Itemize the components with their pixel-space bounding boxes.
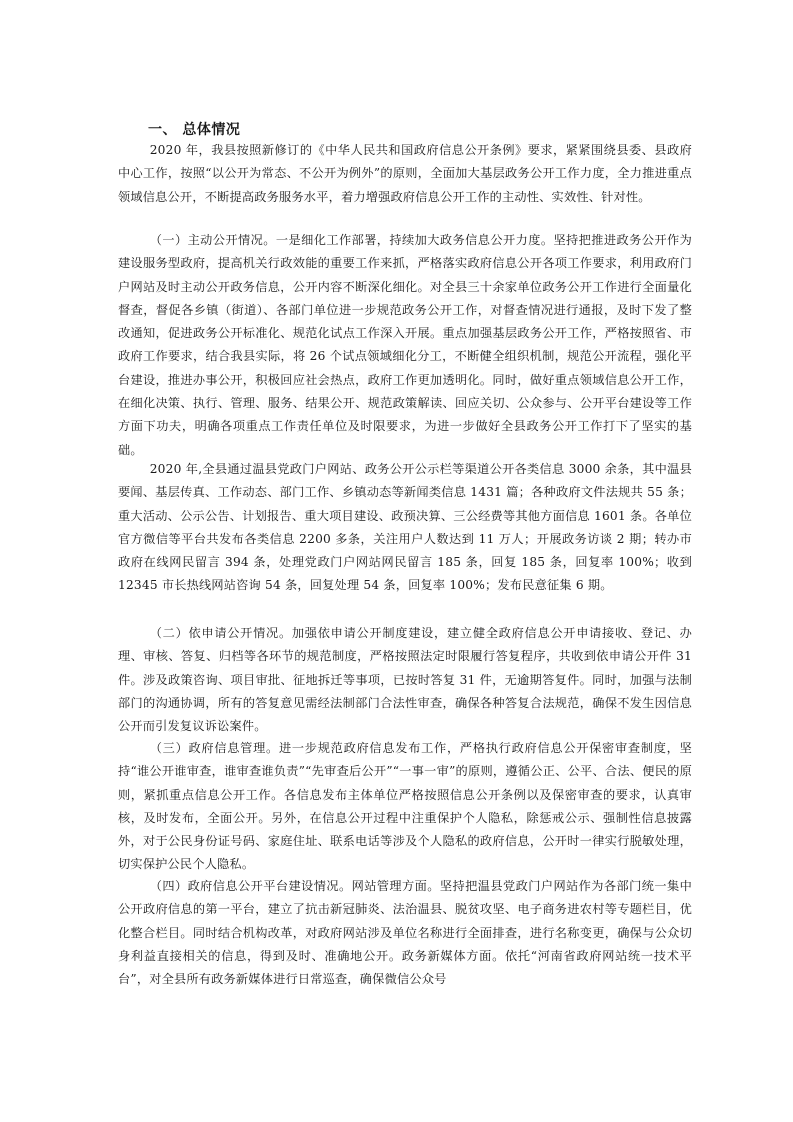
paragraph-text: 2020 年,全县通过温县党政门户网站、政务公开公示栏等渠道公开各类信息 3000 余条，其中温县要闻、基层传真、工作动态、部门工作、乡镇动态等新闻类信息 1431 篇；各种政府文件法规共 55 条；重大活动、公示公告、计划报告、重大项目建设、政预决算、三公经费等其他方面信息 1601 条。各单位官方微信等平台共发布各类信息 2200 多条，关注用户人数达到 11 万人；开展政务访谈 2 期；转办市政府在线网民留言 394 条，处理党政门户网站网民留言 185 条，回复 185 条，回复率 100%；收到 12345 市长热线网站咨询 54 条，回复处理 54 条，回复率 100%；发布民意征集 6 期。 [118,462,692,593]
paragraph-information-management [118,737,692,877]
paragraph-platform-construction [118,875,692,991]
paragraph-text: （二）依申请公开情况。加强依申请公开制度建设，建立健全政府信息公开申请接收、登记、办理、审核、答复、归档等各环节的规范制度，严格按照法定时限履行答复程序，共收到依申请公开件 31 件。涉及政策咨询、项目审批、征地拆迁等事项，已按时答复 31 件，无逾期答复件。同时，加强与法制部门的沟通协调，所有的答复意见需经法制部门合法性审查，确保各种答复合法规范，确保不发生因信息公开而引发复议诉讼案件。 [118,626,692,734]
paragraph-statistics [118,458,692,598]
paragraph-intro [118,139,692,209]
section-heading: 一、 总体情况 [148,122,241,138]
paragraph-text: 2020 年，我县按照新修订的《中华人民共和国政府信息公开条例》要求，紧紧围绕县委、县政府中心工作，按照“以公开为常态、不公开为例外”的原则，全面加大基层政务公开工作力度，全力推进重点领域信息公开，不断提高政务服务水平，着力增强政府信息公开工作的主动性、实效性、针对性。 [118,143,692,204]
paragraph-text: （四）政府信息公开平台建设情况。网站管理方面。坚持把温县党政门户网站作为各部门统一集中公开政府信息的第一平台，建立了抗击新冠肺炎、法治温县、脱贫攻坚、电子商务进农村等专题栏目，优化整合栏目。同时结合机构改革，对政府网站涉及单位名称进行全面排查，进行名称变更，确保与公众切身利益直接相关的信息，得到及时、准确地公开。政务新媒体方面。依托“河南省政府网站统一技术平台”，对全县所有政务新媒体进行日常巡查，确保微信公众号 [118,879,692,987]
paragraph-text: （三）政府信息管理。进一步规范政府信息发布工作，严格执行政府信息公开保密审查制度，坚持“谁公开谁审查，谁审查谁负责”“先审查后公开”“一事一审”的原则，遵循公正、公平、合法、便民的原则，紧抓重点信息公开工作。各信息发布主体单位严格按照信息公开条例以及保密审查的要求，认真审核，及时发布，全面公开。另外，在信息公开过程中注重保护个人隐私，除惩戒公示、强制性信息披露外，对于公民身份证号码、家庭住址、联系电话等涉及个人隐私的政府信息，公开时一律实行脱敏处理，切实保护公民个人隐私。 [118,741,692,872]
paragraph-text: （一）主动公开情况。一是细化工作部署，持续加大政务信息公开力度。坚持把推进政务公开作为建设服务型政府，提高机关行政效能的重要工作来抓，严格落实政府信息公开各项工作要求，利用政府门户网站及时主动公开政务信息，公开内容不断深化细化。对全县三十余家单位政务公开工作进行全面量化督查，督促各乡镇（街道）、各部门单位进一步规范政务公开工作，对督查情况进行通报，及时下发了整改通知，促进政务公开标准化、规范化试点工作深入开展。重点加强基层政务公开工作，严格按照省、市政府工作要求，结合我县实际，将 26 个试点领域细化分工，不断健全组织机制，规范公开流程，强化平台建设，推进办事公开，积极回应社会热点，政府工作更加透明化。同时，做好重点领域信息公开工作，在细化决策、执行、管理、服务、结果公开、规范政策解读、回应关切、公众参与、公开平台建设等工作方面下功夫，明确各项重点工作责任单位及时限要求，为进一步做好全县政务公开工作打下了坚实的基础。 [118,233,692,457]
paragraph-request-disclosure [118,622,692,738]
paragraph-active-disclosure [118,229,692,462]
